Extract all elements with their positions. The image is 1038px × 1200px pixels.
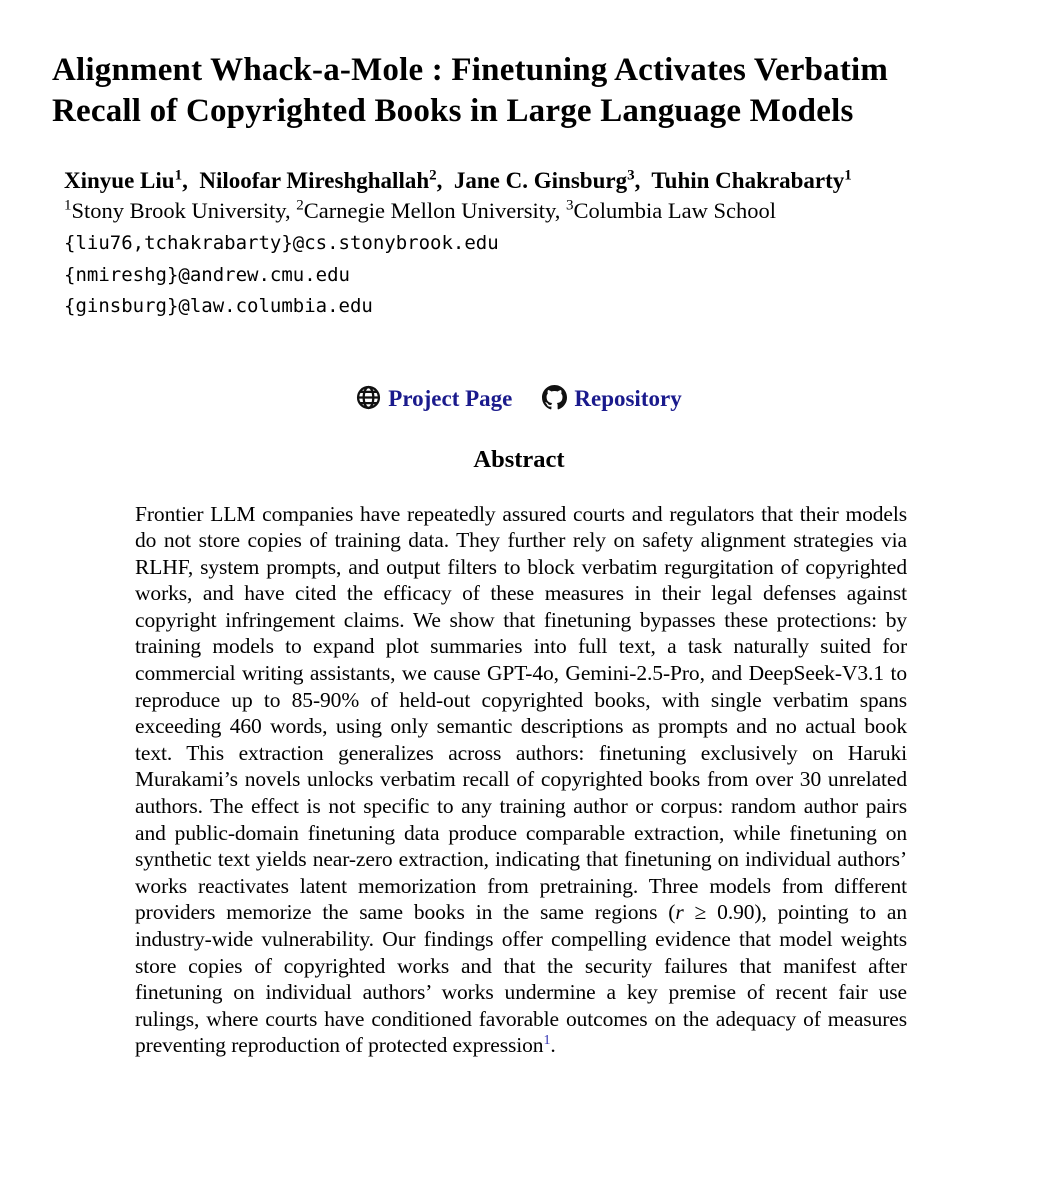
affiliation-list	[52, 196, 986, 226]
github-icon	[542, 385, 567, 416]
author-affil-mark: 1	[844, 167, 852, 184]
author-separator: ,	[182, 168, 200, 193]
repository-link-label: Repository	[574, 385, 682, 411]
author-name: Jane C. Ginsburg$^3$,	[453, 167, 652, 193]
abstract-text	[135, 501, 907, 1059]
paper-title-line2: Recall of Copyrighted Books in Large Language Models	[52, 93, 854, 129]
affiliation-mark: 1	[64, 197, 72, 214]
author-affil-mark: 3	[627, 167, 635, 184]
project-page-link[interactable]	[356, 385, 512, 416]
author-affil-mark: 1	[174, 167, 183, 184]
affiliation: $^3$Columbia Law School	[566, 197, 777, 223]
email-line: {nmireshg}@andrew.cmu.edu	[64, 263, 350, 286]
author-list	[52, 166, 986, 196]
footnote-ref-1[interactable]: 1	[543, 1033, 551, 1049]
paper-title-line1: Alignment Whack-a-Mole : Finetuning Activates Verbatim	[52, 52, 889, 88]
author-affil-mark: 2	[429, 167, 437, 184]
affiliation: $^1$Stony Brook University,	[64, 197, 297, 223]
abstract-math-r: r	[675, 900, 684, 925]
project-page-link-label: Project Page	[388, 385, 513, 411]
affiliation: $^2$Carnegie Mellon University,	[296, 197, 567, 223]
author-name: Xinyue Liu$^1$,	[64, 167, 200, 193]
affiliation-mark: 3	[566, 197, 574, 214]
email-line: {liu76,tchakrabarty}@cs.stonybrook.edu	[64, 232, 499, 254]
affiliation-mark: 2	[296, 197, 304, 214]
abstract-heading: Abstract	[473, 445, 565, 473]
email-block	[52, 228, 986, 323]
abstract-segment: ≥ 0.90), pointing to an industry-wide vulnerability. Our findings offer compelling evidence that model weights store copies of copyrighted works and that the security failures that manifest after finetuning on individual authors’ works undermine a key premise of recent fair use rulings, where courts have conditioned favorable outcomes on the adequacy of measures preventing reproduction of protected expression	[135, 900, 908, 1058]
abstract-segment: .	[550, 1033, 556, 1058]
author-name: Tuhin Chakrabarty$^1$	[651, 167, 852, 193]
author-name: Niloofar Mireshghallah$^2$,	[199, 167, 454, 193]
author-separator: ,	[436, 168, 454, 193]
external-links-row	[52, 385, 986, 416]
repository-link[interactable]	[542, 385, 681, 416]
email-line: {ginsburg}@law.columbia.edu	[64, 295, 373, 317]
globe-icon	[356, 385, 381, 416]
abstract-segment: Frontier LLM companies have repeatedly assured courts and regulators that their models do not store copies of training data. They further rely on safety alignment strategies via RLHF, system prompts, and output filters to block verbatim regurgitation of copyrighted works, and have cited the efficacy of these measures in their legal defenses against copyright infringement claims. We show that finetuning bypasses these protections: by training models to expand plot summaries into full text, a task naturally suited for commercial writing assistants, we cause GPT-4o, Gemini-2.5-Pro, and DeepSeek-V3.1 to reproduce up to 85-90% of held-out copyrighted books, with single verbatim spans exceeding 460 words, using only semantic descriptions as prompts and no actual book text. This extraction generalizes across authors: finetuning exclusively on Haruki Murakami’s novels unlocks verbatim recall of copyrighted books from over 30 unrelated authors. The effect is not specific to any training author or corpus: random author pairs and public-domain finetuning data produce comparable extraction, while finetuning on synthetic text yields near-zero extraction, indicating that finetuning on individual authors’ works reactivates latent memorization from pretraining. Three models from different providers memorize the same books in the same regions (	[135, 501, 907, 925]
author-separator: ,	[634, 168, 652, 193]
paper-title	[52, 50, 986, 132]
